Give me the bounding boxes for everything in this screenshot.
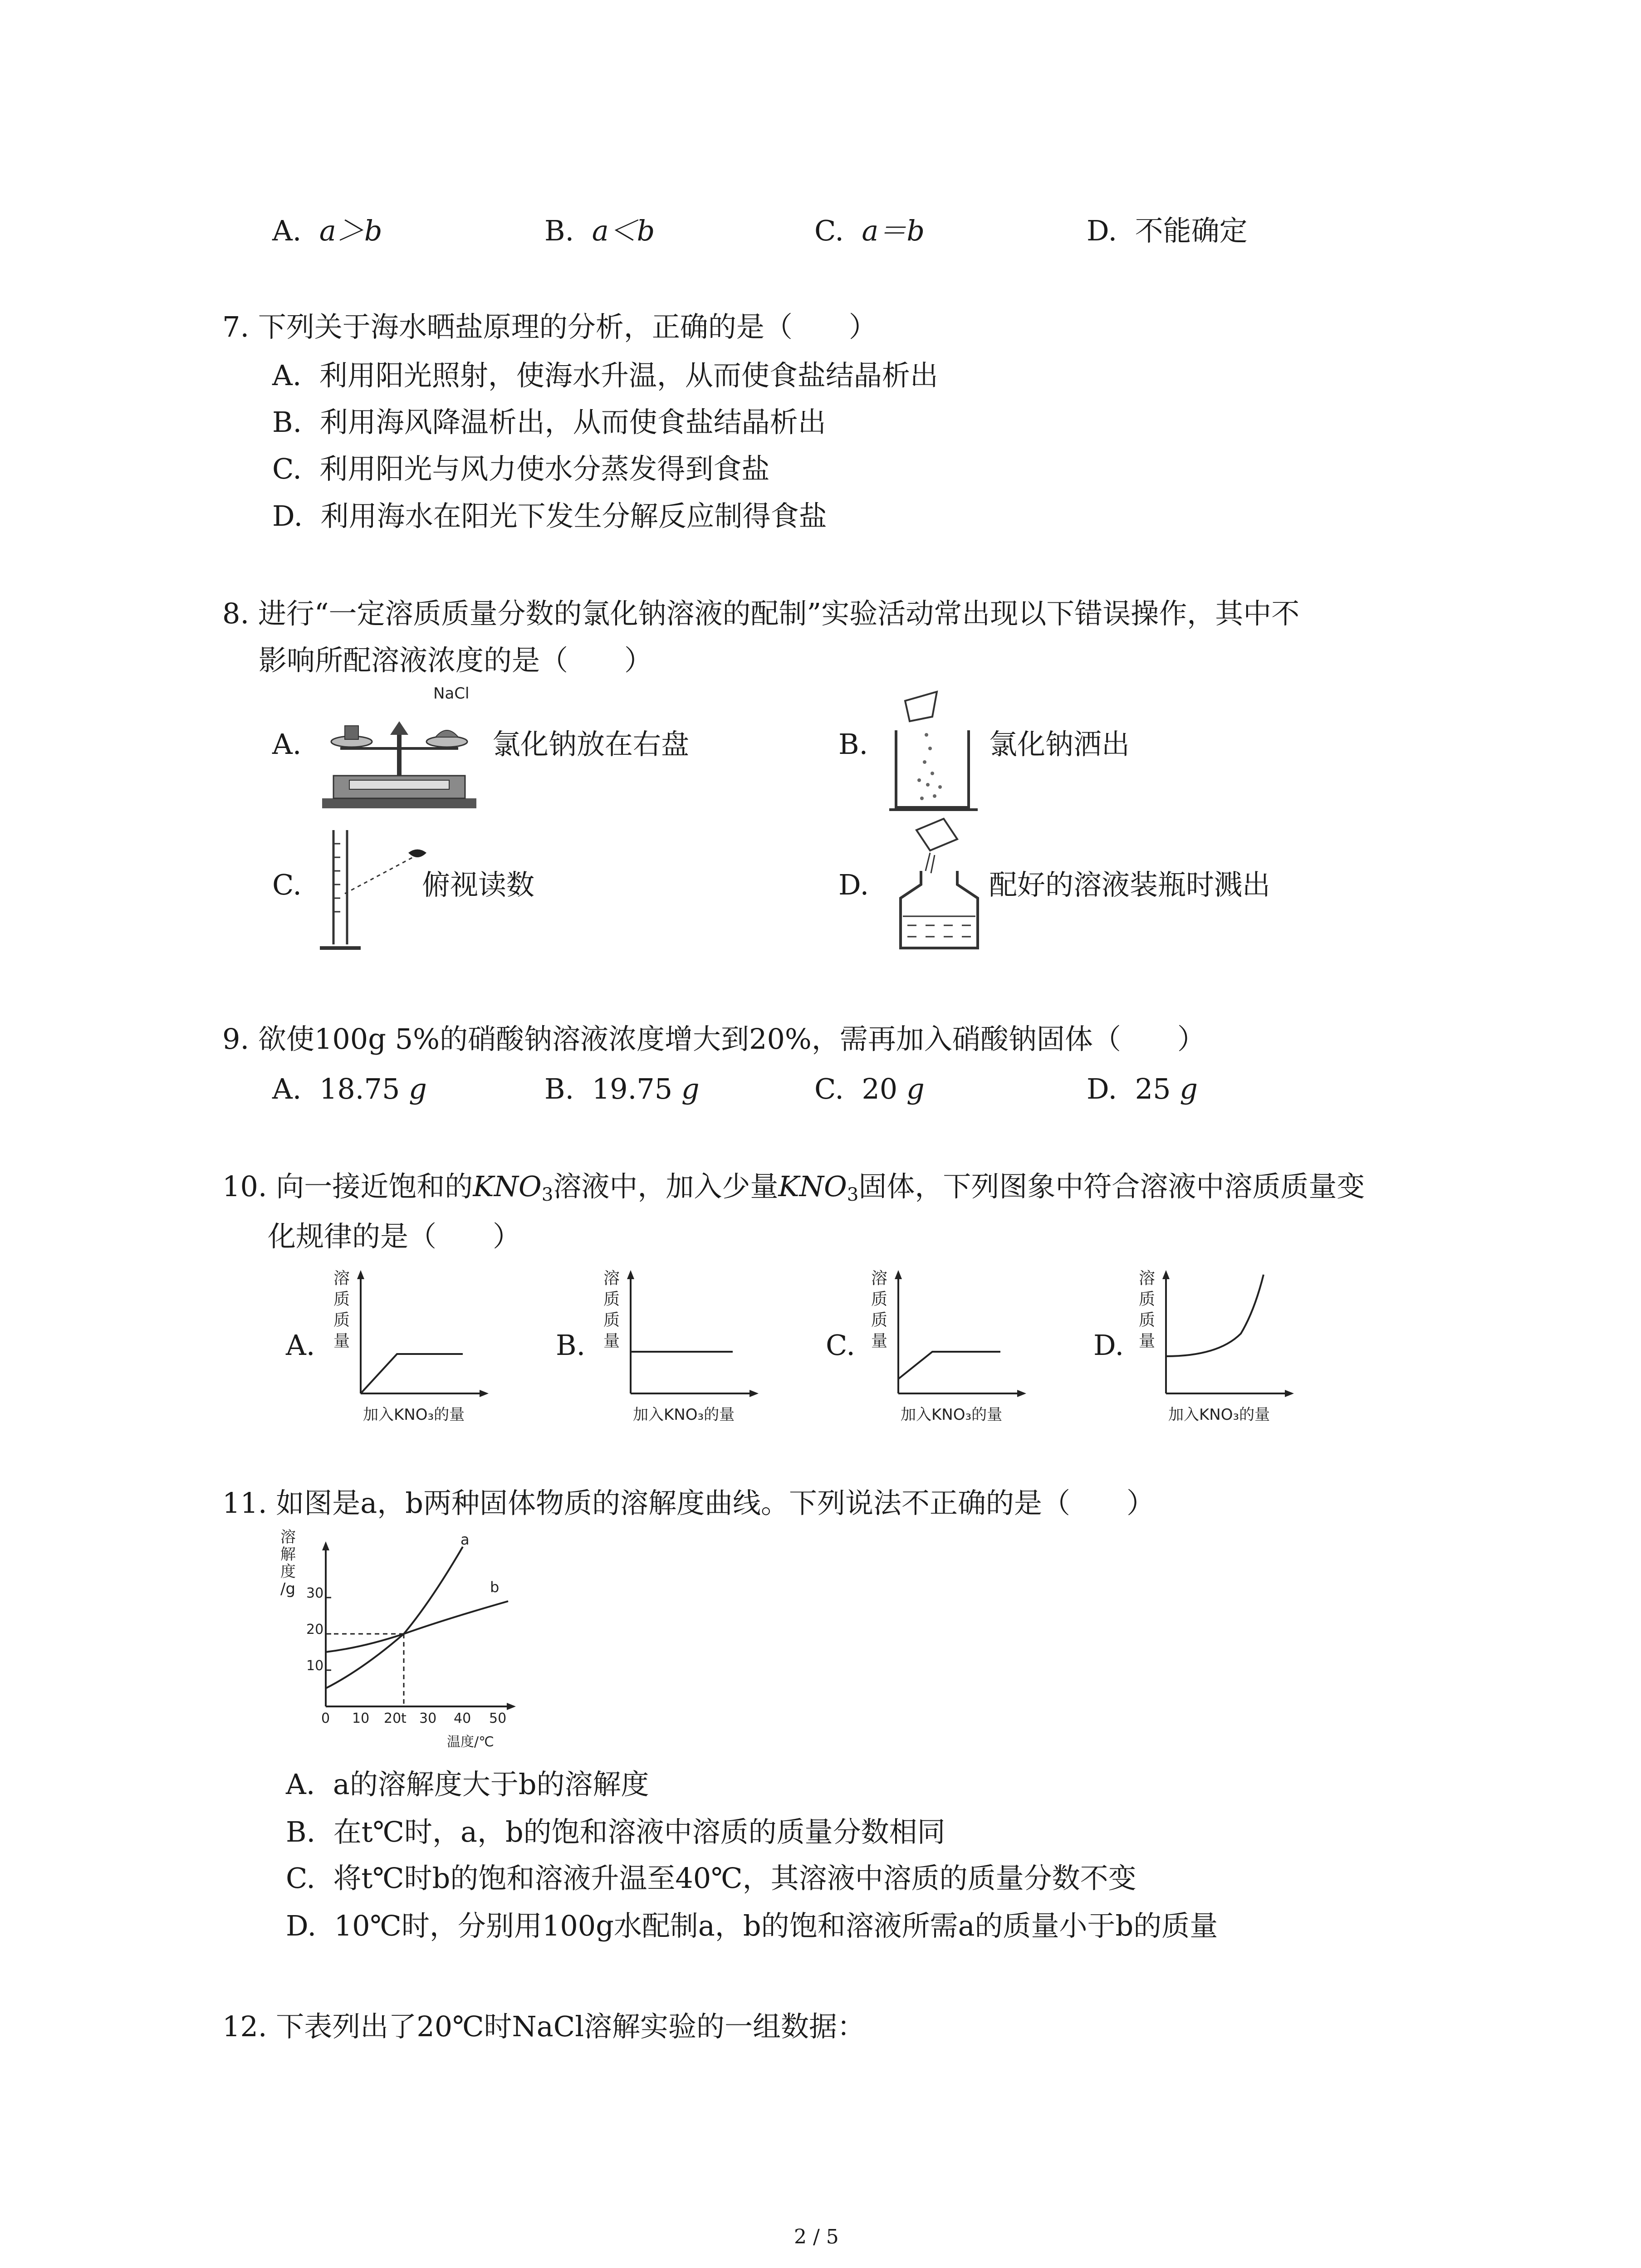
q8-option-d-letter[interactable]: D. [838, 868, 869, 901]
q10-formula-2: KNO [778, 1170, 847, 1203]
y-axis-label: 质 [333, 1311, 350, 1330]
y-axis-label-1: 溶 [280, 1528, 296, 1546]
curve-b [326, 1601, 508, 1652]
q10-formula-1-sub: 3 [541, 1184, 554, 1206]
y-axis-arrow [895, 1270, 902, 1279]
y-axis-label: 溶 [603, 1269, 620, 1288]
option-letter: B. [544, 214, 574, 247]
q10-stem-line1 [222, 1170, 1365, 1206]
q8-option-c-text: 俯视读数 [422, 868, 535, 901]
mass-curve [361, 1354, 463, 1393]
q6-option-a[interactable] [272, 214, 382, 247]
option-letter: C. [814, 1072, 844, 1105]
y-axis-label: 质 [871, 1290, 888, 1309]
q12-stem: 12. 下表列出了20℃时NaCl溶解实验的一组数据： [222, 2010, 866, 2043]
x-tick-40: 40 [454, 1711, 471, 1726]
q8-option-b-text: 氯化钠洒出 [989, 728, 1130, 761]
y-axis-label: 量 [333, 1332, 350, 1350]
option-letter: D. [1087, 1072, 1117, 1105]
x-axis-label: 加入KNO₃的量 [633, 1406, 735, 1424]
series-label-a: a [460, 1531, 470, 1548]
option-letter: B. [286, 1815, 316, 1848]
q8-option-b-letter[interactable]: B. [838, 728, 868, 761]
q7-option-a[interactable] [272, 359, 938, 392]
y-axis-label: 质 [603, 1290, 620, 1309]
option-text: 不能确定 [1135, 214, 1248, 247]
balance-image [318, 685, 481, 812]
option-letter: A. [272, 1072, 302, 1105]
option-text: 利用阳光照射，使海水升温，从而使食盐结晶析出 [319, 359, 938, 392]
q8-option-d-text: 配好的溶液装瓶时溅出 [989, 868, 1271, 901]
option-unit: g [409, 1072, 427, 1105]
y-tick-30: 30 [306, 1585, 324, 1601]
q7-option-c[interactable] [272, 452, 770, 485]
y-axis-label: 量 [871, 1332, 888, 1350]
x-tick-20: 20 [384, 1711, 402, 1726]
q9-mass: 100g [314, 1022, 386, 1056]
option-letter: A. [272, 214, 302, 247]
y-axis-label: 质 [1139, 1311, 1156, 1330]
x-axis-label: 加入KNO₃的量 [901, 1406, 1003, 1424]
option-text: 10℃时，分别用100g水配制a，b的饱和溶液所需a的质量小于b的质量 [334, 1909, 1218, 1942]
x-axis-label: 温度/℃ [447, 1734, 494, 1750]
x-tick-0: 0 [321, 1711, 330, 1726]
q10-option-b-letter[interactable]: B. [556, 1329, 586, 1362]
y-axis-arrow [627, 1270, 634, 1279]
y-axis-arrow [357, 1270, 364, 1279]
q6-option-c[interactable] [814, 214, 925, 247]
q10-stem-a: 10. 向一接近饱和的 [222, 1170, 473, 1203]
y-axis-label: 质 [1139, 1290, 1156, 1309]
option-text: a的溶解度大于b的溶解度 [333, 1768, 649, 1801]
option-text: 将t℃时b的饱和溶液升温至40℃，其溶液中溶质的质量分数不变 [333, 1862, 1136, 1895]
option-letter: D. [272, 499, 303, 533]
q10-option-c-letter[interactable]: C. [826, 1329, 855, 1362]
y-axis-label: 量 [1139, 1332, 1156, 1350]
option-letter: D. [286, 1909, 317, 1942]
q8-option-c-letter[interactable]: C. [272, 868, 302, 901]
q11-option-d[interactable] [286, 1909, 1218, 1942]
y-axis-arrow [1162, 1270, 1170, 1279]
q11-option-a[interactable] [286, 1770, 649, 1799]
option-unit: g [681, 1072, 700, 1105]
y-axis-label-3: 度 [280, 1563, 296, 1581]
page-number: 2 / 5 [794, 2225, 839, 2248]
y-axis-label-4: /g [280, 1580, 296, 1598]
option-letter: B. [272, 406, 302, 439]
x-axis-label: 加入KNO₃的量 [363, 1406, 465, 1424]
q6-option-b[interactable] [544, 214, 655, 247]
q11-stem: 11. 如图是a，b两种固体物质的溶解度曲线。下列说法不正确的是（ ） [222, 1486, 1155, 1520]
option-letter: A. [286, 1768, 315, 1801]
q10-stem-b: 溶液中，加入少量 [553, 1170, 779, 1203]
q10-option-a-letter[interactable]: A. [286, 1329, 315, 1362]
q9-stem [222, 1022, 1205, 1056]
option-text: 在t℃时，a，b的饱和溶液中溶质的质量分数相同 [333, 1815, 945, 1848]
option-unit: g [1180, 1072, 1198, 1105]
x-axis-label: 加入KNO₃的量 [1168, 1406, 1270, 1424]
x-tick-10: 10 [352, 1711, 370, 1726]
q10-stem-c: 固体，下列图象中符合溶液中溶质质量变 [858, 1170, 1365, 1203]
solubility-curve-graph [272, 1529, 526, 1755]
q7-option-d[interactable] [272, 499, 827, 533]
option-letter: C. [814, 214, 844, 247]
q8-stem-line2: 影响所配溶液浓度的是（ ） [259, 644, 653, 677]
q9-stem-mid: 的硝酸钠溶液浓度增大到 [439, 1022, 749, 1056]
q9-percent-initial: 5% [395, 1022, 440, 1056]
option-unit: g [906, 1072, 925, 1105]
q8-option-a-text: 氯化钠放在右盘 [492, 728, 690, 761]
option-text: a＜b [592, 214, 655, 247]
q9-option-a[interactable] [272, 1072, 427, 1105]
x-axis-arrow [1017, 1390, 1026, 1397]
x-axis-arrow [749, 1390, 759, 1397]
y-axis-label: 质 [333, 1290, 350, 1309]
q9-percent-target: 20% [749, 1022, 812, 1056]
option-text: 利用阳光与风力使水分蒸发得到食盐 [319, 452, 770, 485]
q10-graph-b [597, 1266, 787, 1433]
y-axis-label: 溶 [871, 1269, 888, 1288]
option-value: 19.75 [592, 1072, 673, 1105]
y-tick-20: 20 [306, 1622, 324, 1637]
y-tick-10: 10 [306, 1658, 324, 1674]
q10-stem-line2: 化规律的是（ ） [268, 1220, 521, 1253]
option-text: a＞b [319, 214, 382, 247]
q10-formula-1: KNO [473, 1170, 542, 1203]
option-text: a＝b [862, 214, 925, 247]
q10-formula-2-sub: 3 [847, 1184, 859, 1206]
mass-curve [898, 1352, 1000, 1379]
y-axis-label: 溶 [1139, 1269, 1156, 1288]
q9-option-b[interactable] [544, 1072, 700, 1105]
x-axis-arrow [480, 1390, 489, 1397]
q10-graph-c [864, 1266, 1055, 1433]
option-letter: A. [272, 359, 302, 392]
x-tick-50: 50 [489, 1711, 507, 1726]
option-letter: B. [544, 1072, 574, 1105]
option-letter: D. [1087, 214, 1117, 247]
q11-option-c[interactable] [286, 1862, 1136, 1895]
x-tick-30: 30 [419, 1711, 437, 1726]
bottle-splash-image [889, 812, 994, 953]
y-axis-label: 质 [871, 1311, 888, 1330]
option-text: 利用海水在阳光下发生分解反应制得食盐 [320, 499, 827, 533]
x-tick-t: t [401, 1711, 407, 1726]
q9-stem-suffix: ，需再加入硝酸钠固体（ ） [811, 1022, 1205, 1056]
mass-curve [1166, 1275, 1264, 1356]
cylinder-reading-image [318, 826, 436, 957]
option-value: 18.75 [319, 1072, 400, 1105]
option-value: 25 [1135, 1072, 1171, 1105]
q9-option-c[interactable] [814, 1072, 925, 1105]
option-letter: C. [286, 1862, 315, 1895]
q10-graph-d [1132, 1266, 1323, 1433]
y-axis-label: 溶 [333, 1269, 350, 1288]
q11-option-b[interactable] [286, 1815, 945, 1848]
nacl-label: NaCl [433, 684, 470, 703]
q10-graph-a [327, 1266, 517, 1433]
y-axis-label: 质 [603, 1311, 620, 1330]
q8-stem-line1: 8. 进行“一定溶质质量分数的氯化钠溶液的配制”实验活动常出现以下错误操作，其中不 [222, 597, 1300, 630]
option-letter: C. [272, 452, 302, 485]
option-value: 20 [862, 1072, 898, 1105]
beaker-spill-image [889, 689, 989, 812]
curve-a [326, 1547, 463, 1688]
q8-option-a-letter[interactable]: A. [272, 728, 302, 761]
series-label-b: b [490, 1579, 500, 1596]
x-axis-arrow [1285, 1390, 1294, 1397]
q9-option-d[interactable] [1087, 1072, 1198, 1105]
q7-option-b[interactable] [272, 406, 826, 439]
y-axis-label: 量 [603, 1332, 620, 1350]
y-axis-label-2: 解 [280, 1545, 296, 1564]
option-text: 利用海风降温析出，从而使食盐结晶析出 [319, 406, 826, 439]
q6-option-d[interactable] [1087, 214, 1248, 247]
q7-stem: 7. 下列关于海水晒盐原理的分析，正确的是（ ） [222, 310, 877, 343]
q9-stem-prefix: 9. 欲使 [222, 1022, 314, 1056]
q10-option-d-letter[interactable]: D. [1093, 1329, 1124, 1362]
